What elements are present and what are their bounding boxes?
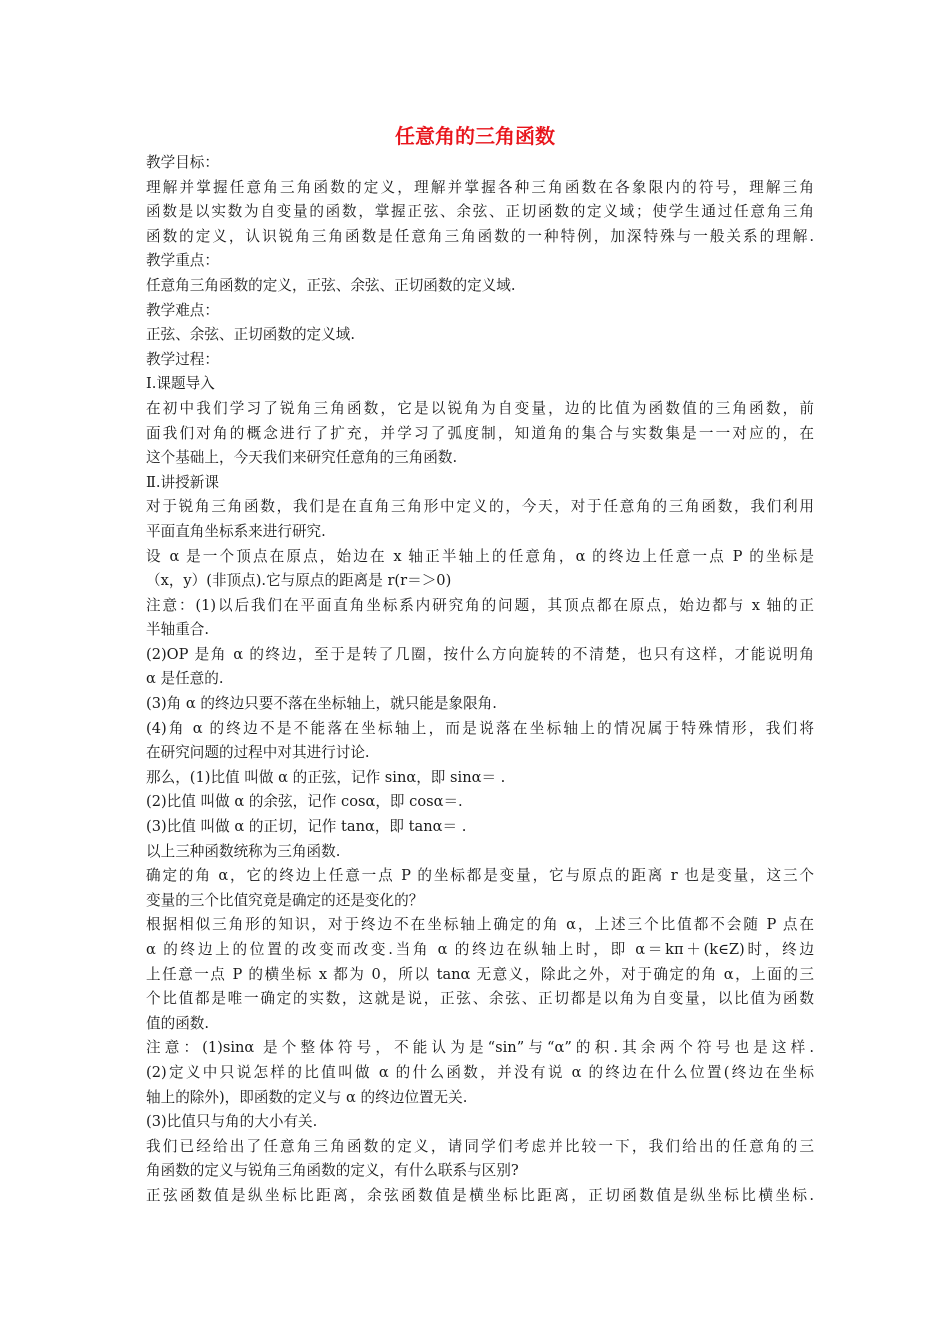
text-line: (3)比值 叫做 α 的正切，记作 tanα，即 tanα＝ . xyxy=(146,818,467,836)
text-line: 这个基础上，今天我们来研究任意角的三角函数. xyxy=(146,449,458,467)
text-line: α 是任意的. xyxy=(146,670,224,688)
text-line: (2)定义中只说怎样的比值叫做 α 的什么函数，并没有说 α 的终边在什么位置(终边在坐标 xyxy=(146,1063,814,1081)
text-line: 确定的角 α，它的终边上任意一点 P 的坐标都是变量，它与原点的距离 r 也是变量，这三个 xyxy=(146,867,814,885)
text-line: 在初中我们学习了锐角三角函数，它是以锐角为自变量，边的比值为函数值的三角函数，前 xyxy=(146,399,814,417)
text-line: （x，y）(非顶点).它与原点的距离是 r(r＝＞0) xyxy=(146,572,452,590)
text-line: 设 α 是一个顶点在原点，始边在 x 轴正半轴上的任意角，α 的终边上任意一点 P 的坐标是 xyxy=(146,547,814,565)
text-line: 轴上的除外)，即函数的定义与 α 的终边位置无关. xyxy=(146,1088,468,1106)
document-body xyxy=(146,151,814,1209)
text-line: 对于锐角三角函数，我们是在直角三角形中定义的，今天，对于任意角的三角函数，我们利用 xyxy=(146,498,814,516)
text-line: 平面直角坐标系来进行研究. xyxy=(146,522,326,540)
text-line: 教学目标： xyxy=(146,154,219,171)
text-line: 根据相似三角形的知识，对于终边不在坐标轴上确定的角 α，上述三个比值都不会随 P 点在 xyxy=(146,916,814,934)
text-line: (2)OP 是角 α 的终边，至于是转了几圈，按什么方向旋转的不清楚，也只有这样，才能说明角 xyxy=(146,645,814,663)
text-line: 教学重点： xyxy=(146,252,219,270)
text-line: 上任意一点 P 的横坐标 x 都为 0，所以 tanα 无意义，除此之外，对于确定的角 α，上面的三 xyxy=(146,965,814,983)
text-line: 半轴重合. xyxy=(146,621,210,639)
text-line: 教学过程： xyxy=(146,350,219,368)
text-line: 函数是以实数为自变量的函数，掌握正弦、余弦、正切函数的定义域；使学生通过任意角三角 xyxy=(146,203,814,221)
text-line: 面我们对角的概念进行了扩充，并学习了弧度制，知道角的集合与实数集是一一对应的，在 xyxy=(146,424,814,442)
text-line: 值的函数. xyxy=(146,1014,210,1032)
text-line: 任意角三角函数的定义，正弦、余弦、正切函数的定义域. xyxy=(146,276,516,294)
text-line: 函数的定义，认识锐角三角函数是任意角三角函数的一种特例，加深特殊与一般关系的理解. xyxy=(146,227,814,245)
text-line: (4)角 α 的终边不是不能落在坐标轴上，而是说落在坐标轴上的情况属于特殊情形，我们将 xyxy=(146,719,814,737)
text-line: 正弦、余弦、正切函数的定义域. xyxy=(146,326,355,344)
text-line: Ⅱ.讲授新课 xyxy=(146,473,219,491)
text-line: 个比值都是唯一确定的实数，这就是说，正弦、余弦、正切都是以角为自变量，以比值为函数 xyxy=(146,990,814,1008)
text-line: 注意：(1)以后我们在平面直角坐标系内研究角的问题，其顶点都在原点，始边都与 x 轴的正 xyxy=(146,596,814,614)
text-line: 理解并掌握任意角三角函数的定义，理解并掌握各种三角函数在各象限内的符号，理解三角 xyxy=(146,178,814,196)
text-line: 教学难点： xyxy=(146,301,219,319)
text-line: (3)比值只与角的大小有关. xyxy=(146,1113,318,1131)
text-line: 正弦函数值是纵坐标比距离，余弦函数值是横坐标比距离，正切函数值是纵坐标比横坐标. xyxy=(146,1186,814,1204)
text-line: (3)角 α 的终边只要不落在坐标轴上，就只能是象限角. xyxy=(146,695,497,713)
text-line: α 的终边上的位置的改变而改变.当角 α 的终边在纵轴上时，即 α＝kπ＋(k∈Z)时，终边 xyxy=(146,941,814,958)
text-line: 在研究问题的过程中对其进行讨论. xyxy=(146,744,370,762)
text-line: 角函数的定义与锐角三角函数的定义，有什么联系与区别? xyxy=(146,1162,519,1180)
text-line: 我们已经给出了任意角三角函数的定义，请同学们考虑并比较一下，我们给出的任意角的三 xyxy=(146,1137,814,1155)
text-line: 那么，(1)比值 叫做 α 的正弦，记作 sinα，即 sinα＝ . xyxy=(146,768,506,786)
text-line: Ⅰ.课题导入 xyxy=(146,375,215,393)
text-line: 以上三种函数统称为三角函数. xyxy=(146,842,341,860)
text-line: 注意：(1)sinα 是个整体符号，不能认为是“sin”与“α”的积.其余两个符号也是这样. xyxy=(146,1039,814,1057)
document-title: 任意角的三角函数 xyxy=(395,124,555,148)
text-line: 变量的三个比值究竟是确定的还是变化的？ xyxy=(146,891,424,909)
text-line: (2)比值 叫做 α 的余弦，记作 cosα，即 cosα＝. xyxy=(146,793,463,811)
